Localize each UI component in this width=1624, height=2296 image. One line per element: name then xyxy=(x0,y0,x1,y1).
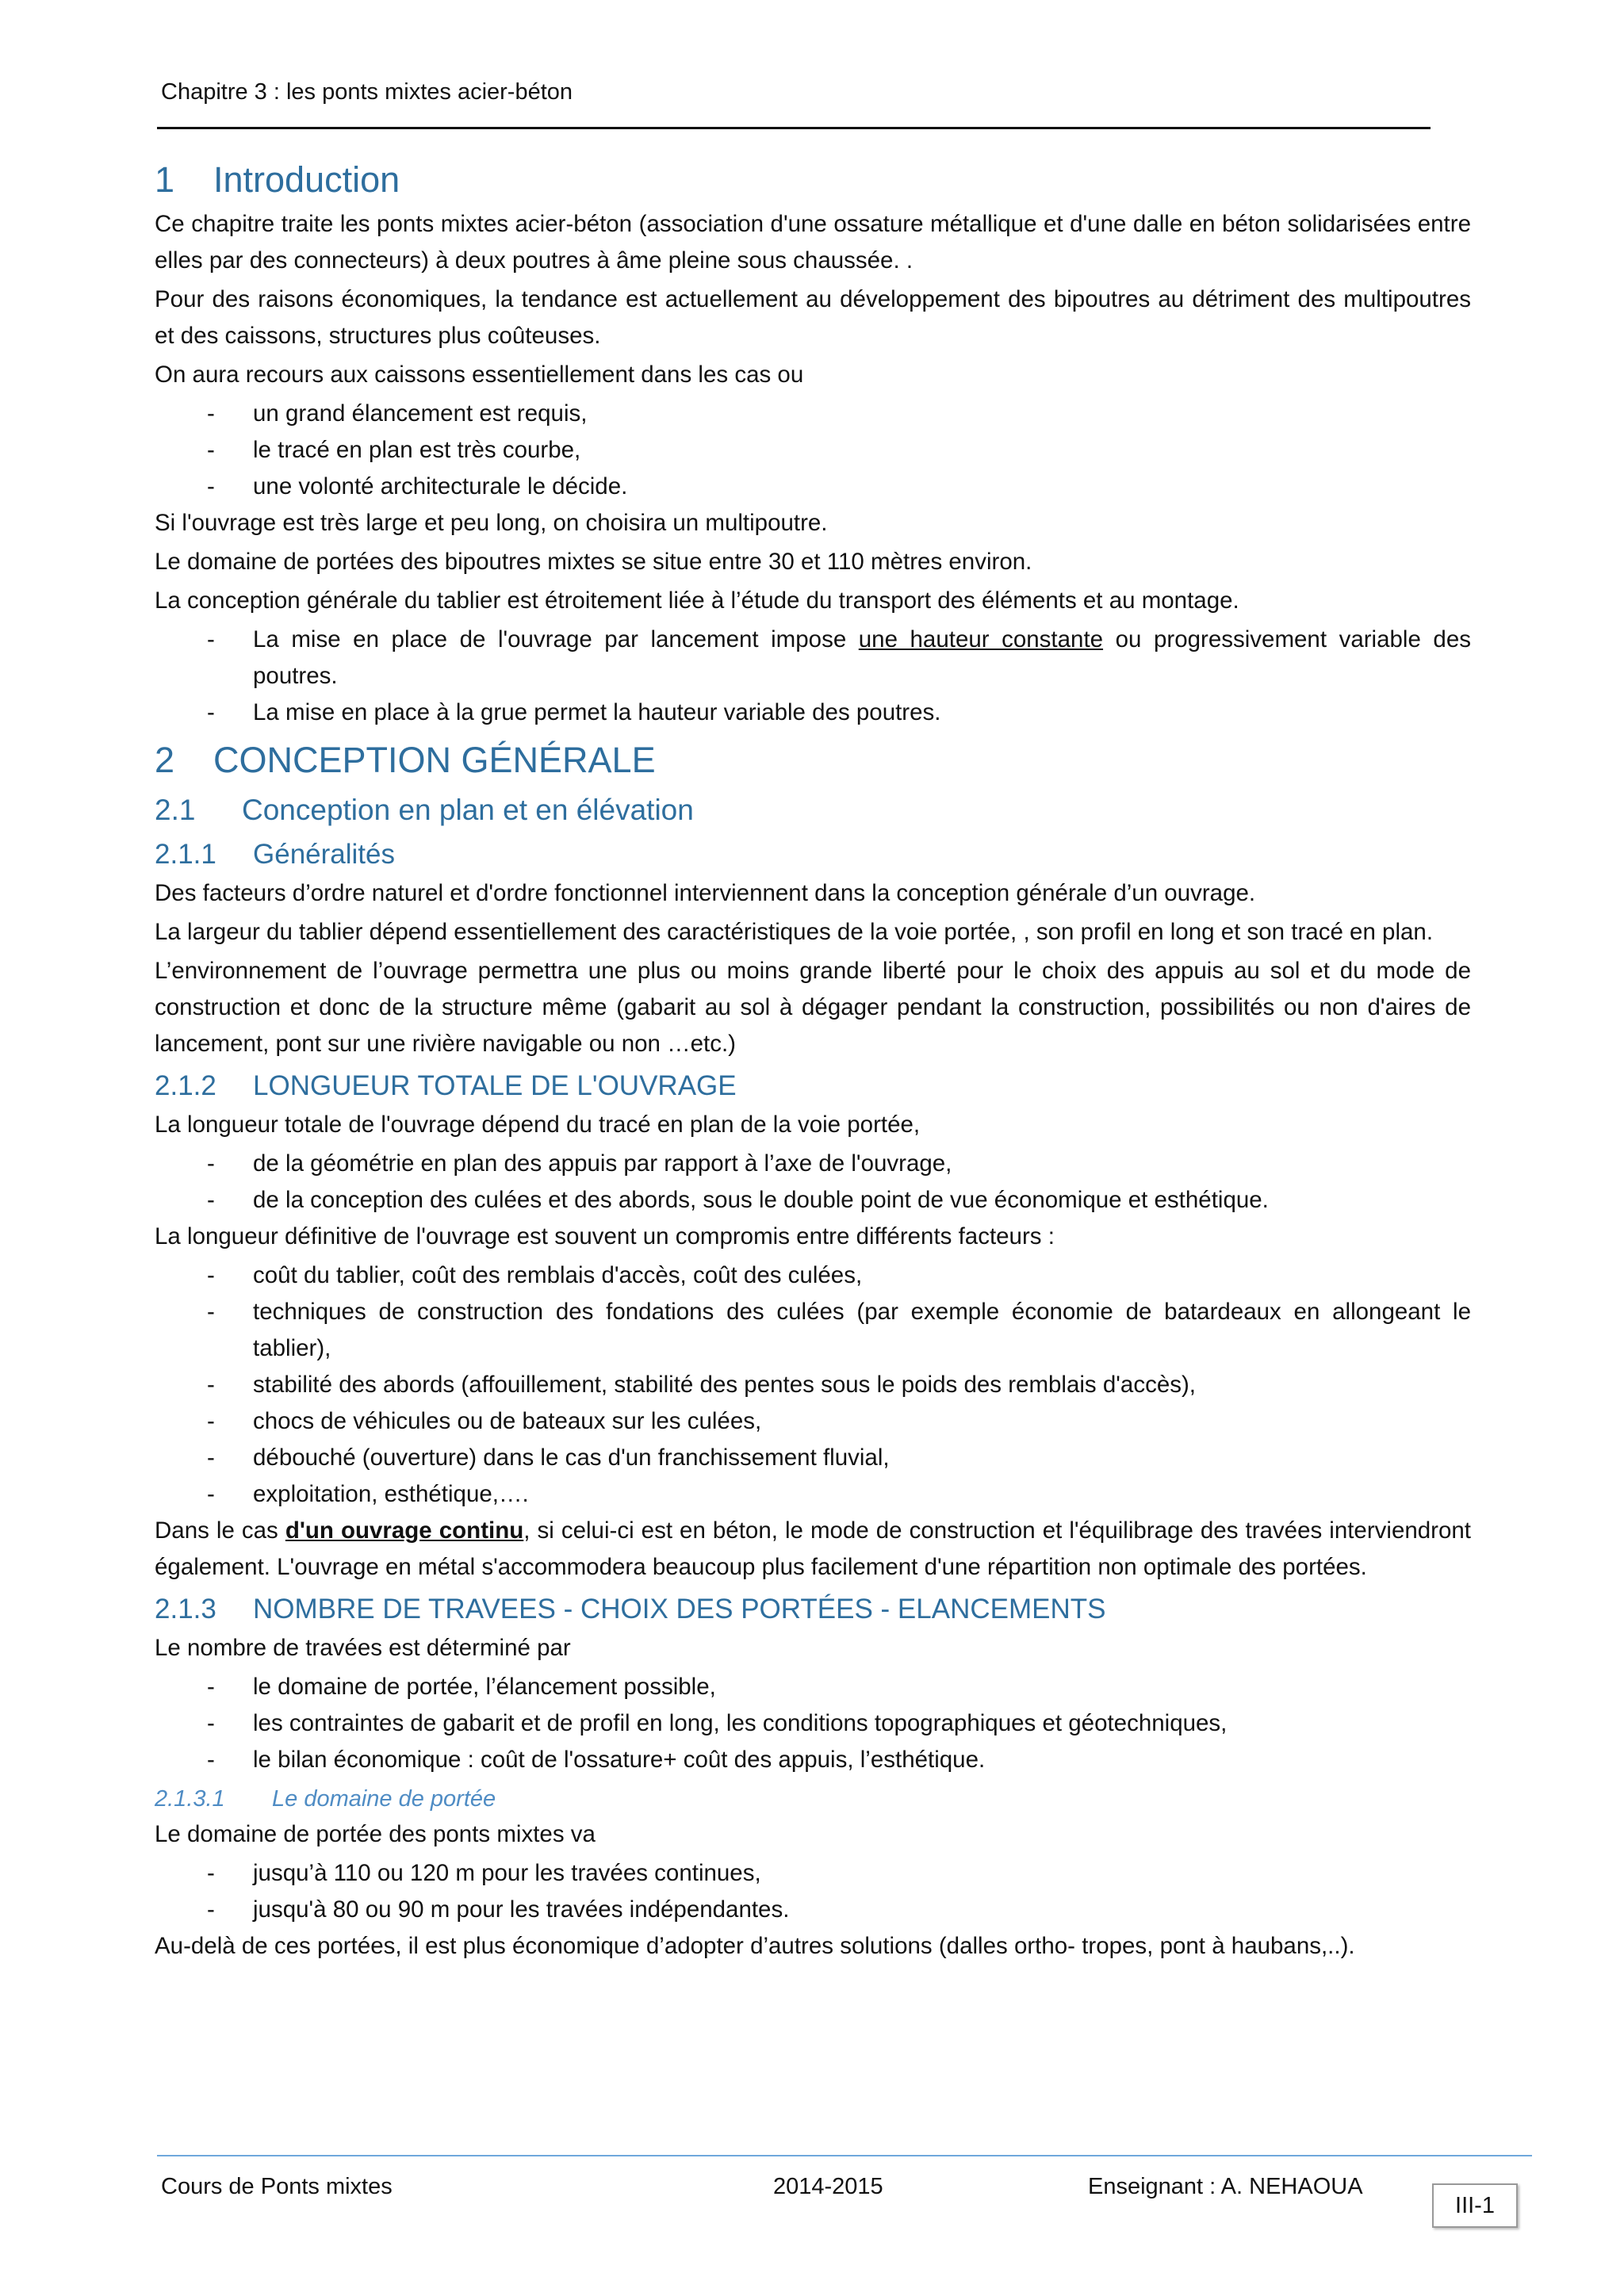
list-item: - une volonté architecturale le décide. xyxy=(155,469,1471,505)
footer-rule xyxy=(157,2155,1532,2156)
paragraph: Le domaine de portées des bipoutres mixtes se situe entre 30 et 110 mètres environ. xyxy=(155,549,1032,575)
list-item: - jusqu’à 110 ou 120 m pour les travées continues, xyxy=(155,1855,1471,1892)
bullet-list xyxy=(155,1146,1471,1219)
section-number: 2.1.3 xyxy=(155,1594,216,1624)
section-number: 2.1 xyxy=(155,794,196,826)
footer-teacher: Enseignant : A. NEHAOUA xyxy=(1088,2174,1363,2199)
bullet-list xyxy=(155,1669,1471,1778)
list-item: - de la conception des culées et des abords, sous le double point de vue économique et esthétique. xyxy=(155,1182,1471,1219)
footer-year: 2014-2015 xyxy=(773,2174,883,2199)
section-title: CONCEPTION GÉNÉRALE xyxy=(213,740,656,780)
list-item: - techniques de construction des fondations des culées (par exemple économie de batardeaux en allongeant le tablier), xyxy=(155,1294,1471,1367)
paragraph-text: Dans le cas xyxy=(155,1517,285,1544)
list-item: - jusqu'à 80 ou 90 m pour les travées indépendantes. xyxy=(155,1892,1471,1928)
section-number: 2.1.2 xyxy=(155,1070,216,1101)
paragraph-text: , si celui-ci est en béton, le mode de construction et l'équilibrage des travées interviendront également. L'ouvrage en métal s'accommodera beaucoup plus facilement d'une répartition non optimale des portées. xyxy=(155,1517,1472,1580)
section-title: Introduction xyxy=(213,159,400,200)
paragraph: On aura recours aux caissons essentiellement dans les cas ou xyxy=(155,362,804,388)
section-2-1-1-heading xyxy=(155,834,1471,875)
section-title: Généralités xyxy=(253,839,395,870)
section-title: Conception en plan et en élévation xyxy=(242,794,694,826)
bullet-list xyxy=(155,1257,1471,1513)
paragraph: La longueur totale de l'ouvrage dépend du tracé en plan de la voie portée, xyxy=(155,1112,921,1138)
header-rule xyxy=(157,127,1431,129)
paragraph: Le domaine de portée des ponts mixtes va xyxy=(155,1821,596,1847)
section-title: LONGUEUR TOTALE DE L'OUVRAGE xyxy=(253,1070,737,1101)
section-2-1-2-heading xyxy=(155,1066,1471,1107)
section-number: 2 xyxy=(155,740,175,780)
underlined-text: une hauteur constante xyxy=(858,626,1104,652)
section-1-heading xyxy=(155,157,1471,203)
paragraph: La conception générale du tablier est étroitement liée à l’étude du transport des éléments et au montage. xyxy=(155,587,1239,614)
paragraph: Pour des raisons économiques, la tendance est actuellement au développement des bipoutres au détriment des multipoutres et des caissons, structures plus coûteuses. xyxy=(155,286,1471,349)
list-item: - le bilan économique : coût de l'ossature+ coût des appuis, l’esthétique. xyxy=(155,1742,1471,1778)
list-text: La mise en place de l'ouvrage par lancement impose xyxy=(253,626,859,652)
paragraph: Au-delà de ces portées, il est plus économique d’adopter d’autres solutions (dalles ortho- tropes, pont à haubans,..). xyxy=(155,1933,1355,1959)
list-item: - débouché (ouverture) dans le cas d'un franchissement fluvial, xyxy=(155,1440,1471,1476)
page-number: III-1 xyxy=(1432,2183,1518,2228)
list-item: - un grand élancement est requis, xyxy=(155,396,1471,432)
section-2-heading xyxy=(155,737,1471,783)
list-item: - de la géométrie en plan des appuis par rapport à l’axe de l'ouvrage, xyxy=(155,1146,1471,1182)
section-number: 1 xyxy=(155,159,175,200)
paragraph xyxy=(155,1513,1471,1586)
paragraph: La longueur définitive de l'ouvrage est souvent un compromis entre différents facteurs : xyxy=(155,1223,1055,1249)
list-item: - stabilité des abords (affouillement, stabilité des pentes sous le poids des remblais d'accès), xyxy=(155,1367,1471,1403)
section-title: Le domaine de portée xyxy=(272,1786,496,1812)
paragraph: La largeur du tablier dépend essentiellement des caractéristiques de la voie portée, , son profil en long et son tracé en plan. xyxy=(155,919,1434,945)
page-body xyxy=(155,151,1471,1967)
paragraph: Ce chapitre traite les ponts mixtes acier-béton (association d'une ossature métallique et d'une dalle en béton solidarisées entre elles par des connecteurs) à deux poutres à âme pleine sous chaussée. . xyxy=(155,211,1471,274)
section-2-1-3-heading xyxy=(155,1589,1471,1630)
list-item: - exploitation, esthétique,…. xyxy=(155,1476,1471,1513)
list-text: ou progressivement variable des poutres. xyxy=(253,626,1471,689)
bold-underlined-text: d'un ouvrage continu xyxy=(285,1517,524,1544)
paragraph: Le nombre de travées est déterminé par xyxy=(155,1635,571,1661)
section-2-1-3-1-heading xyxy=(155,1781,1471,1816)
bullet-list xyxy=(155,622,1471,731)
section-number: 2.1.1 xyxy=(155,839,216,870)
paragraph: Des facteurs d’ordre naturel et d'ordre fonctionnel interviennent dans la conception générale d’un ouvrage. xyxy=(155,880,1256,906)
list-item xyxy=(155,622,1471,695)
bullet-list xyxy=(155,1855,1471,1928)
footer-course: Cours de Ponts mixtes xyxy=(161,2174,393,2199)
section-2-1-heading xyxy=(155,790,1471,831)
list-item: - La mise en place à la grue permet la hauteur variable des poutres. xyxy=(155,695,1471,731)
list-item: - le domaine de portée, l’élancement possible, xyxy=(155,1669,1471,1705)
section-title: NOMBRE DE TRAVEES - CHOIX DES PORTÉES - ELANCEMENTS xyxy=(253,1594,1106,1624)
list-item: - le tracé en plan est très courbe, xyxy=(155,432,1471,469)
bullet-list xyxy=(155,396,1471,505)
section-number: 2.1.3.1 xyxy=(155,1786,225,1812)
running-header: Chapitre 3 : les ponts mixtes acier-béton xyxy=(161,79,573,105)
paragraph: L’environnement de l’ouvrage permettra une plus ou moins grande liberté pour le choix des appuis au sol et du mode de construction et donc de la structure même (gabarit au sol à dégager pendant la construction, possibilités ou non d'aires de lancement, pont sur une rivière navigable ou non …etc.) xyxy=(155,958,1471,1057)
paragraph: Si l'ouvrage est très large et peu long, on choisira un multipoutre. xyxy=(155,510,828,536)
list-item: - coût du tablier, coût des remblais d'accès, coût des culées, xyxy=(155,1257,1471,1294)
list-item: - chocs de véhicules ou de bateaux sur les culées, xyxy=(155,1403,1471,1440)
list-item: - les contraintes de gabarit et de profil en long, les conditions topographiques et géotechniques, xyxy=(155,1705,1471,1742)
